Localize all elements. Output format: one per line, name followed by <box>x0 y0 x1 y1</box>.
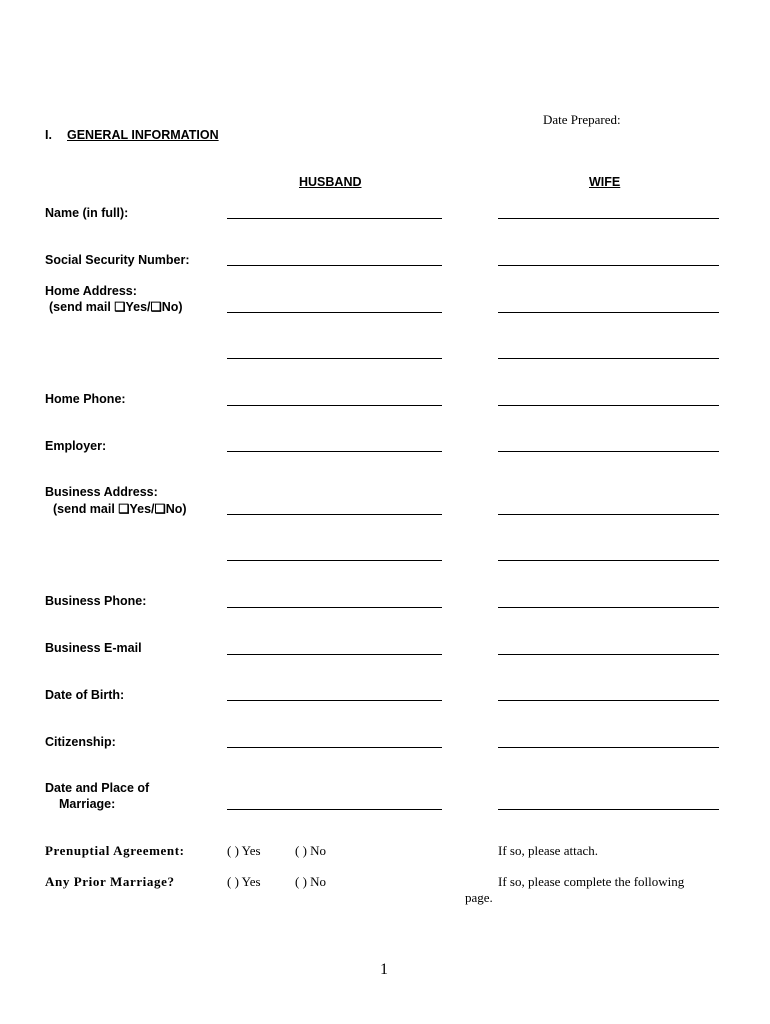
page-number: 1 <box>380 961 388 978</box>
prenup-no-option[interactable]: ( ) No <box>295 843 327 858</box>
label-business-phone: Business Phone: <box>45 594 147 608</box>
husband-business-address-field-1[interactable] <box>227 514 442 515</box>
section-number: I. <box>45 128 52 142</box>
column-header-husband: HUSBAND <box>299 175 362 189</box>
wife-dob-field[interactable] <box>498 700 719 701</box>
label-home-address: Home Address: <box>45 284 137 298</box>
husband-business-phone-field[interactable] <box>227 607 442 608</box>
husband-home-address-field-2[interactable] <box>227 358 442 359</box>
husband-citizenship-field[interactable] <box>227 747 442 748</box>
prenup-note: If so, please attach. <box>498 843 598 858</box>
wife-marriage-field[interactable] <box>498 809 719 810</box>
prior-note: If so, please complete the following <box>498 874 685 889</box>
column-header-wife: WIFE <box>589 175 621 189</box>
label-business-address: Business Address: <box>45 485 158 499</box>
label-name: Name (in full): <box>45 206 129 220</box>
label-marriage-line2: Marriage: <box>59 797 116 811</box>
husband-employer-field[interactable] <box>227 451 442 452</box>
wife-business-address-field-1[interactable] <box>498 514 719 515</box>
husband-business-email-field[interactable] <box>227 654 442 655</box>
label-home-address-send-mail: (send mail ❑Yes/❑No) <box>49 300 183 314</box>
wife-business-phone-field[interactable] <box>498 607 719 608</box>
wife-business-email-field[interactable] <box>498 654 719 655</box>
prior-no-option[interactable]: ( ) No <box>295 874 327 889</box>
husband-dob-field[interactable] <box>227 700 442 701</box>
label-ssn: Social Security Number: <box>45 253 190 267</box>
prenup-yes-option[interactable]: ( ) Yes <box>227 843 261 858</box>
wife-ssn-field[interactable] <box>498 265 719 266</box>
label-marriage-line1: Date and Place of <box>45 781 150 795</box>
wife-home-address-field-1[interactable] <box>498 312 719 313</box>
husband-home-phone-field[interactable] <box>227 405 442 406</box>
label-citizenship: Citizenship: <box>45 735 116 749</box>
prior-yes-option[interactable]: ( ) Yes <box>227 874 261 889</box>
husband-home-address-field-1[interactable] <box>227 312 442 313</box>
wife-employer-field[interactable] <box>498 451 719 452</box>
wife-citizenship-field[interactable] <box>498 747 719 748</box>
wife-home-phone-field[interactable] <box>498 405 719 406</box>
husband-name-field[interactable] <box>227 218 442 219</box>
label-prenup: Prenuptial Agreement: <box>45 843 185 858</box>
wife-business-address-field-2[interactable] <box>498 560 719 561</box>
husband-ssn-field[interactable] <box>227 265 442 266</box>
date-prepared-label: Date Prepared: <box>543 112 621 127</box>
label-business-email: Business E-mail <box>45 641 142 655</box>
label-dob: Date of Birth: <box>45 688 125 702</box>
section-title: GENERAL INFORMATION <box>67 128 219 142</box>
prior-note-continuation: page. <box>465 890 493 905</box>
husband-business-address-field-2[interactable] <box>227 560 442 561</box>
label-prior-marriage: Any Prior Marriage? <box>45 874 175 889</box>
label-home-phone: Home Phone: <box>45 392 126 406</box>
label-business-address-send-mail: (send mail ❑Yes/❑No) <box>53 502 187 516</box>
husband-marriage-field[interactable] <box>227 809 442 810</box>
wife-name-field[interactable] <box>498 218 719 219</box>
label-employer: Employer: <box>45 439 107 453</box>
wife-home-address-field-2[interactable] <box>498 358 719 359</box>
